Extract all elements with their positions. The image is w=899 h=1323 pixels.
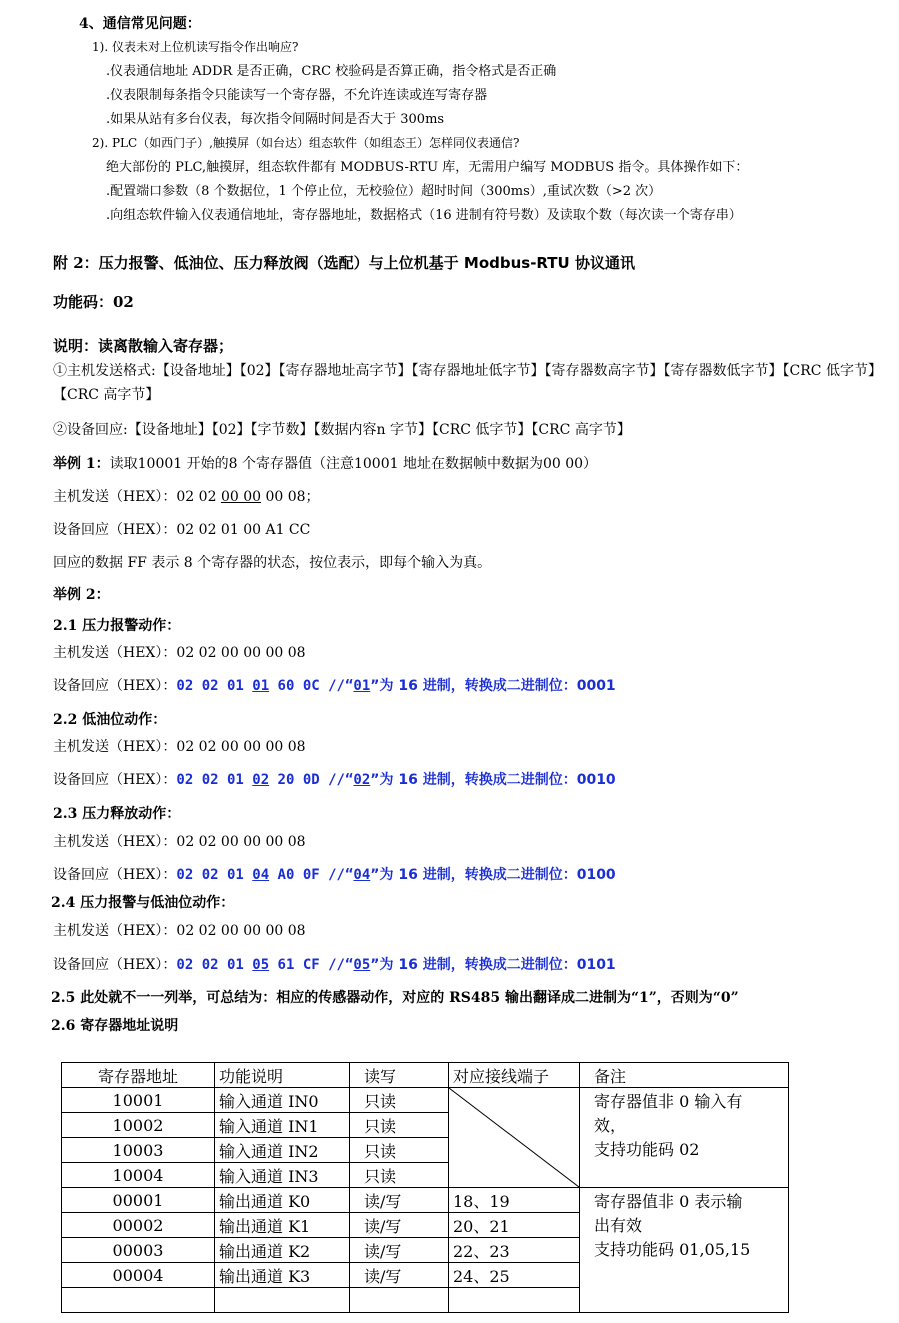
send-label: 主机发送（HEX）： bbox=[53, 645, 177, 661]
cell-address: 00001 bbox=[62, 1188, 215, 1213]
send-hex: 02 02 00 00 00 08 bbox=[176, 834, 306, 850]
note-output-line2: 出有效 bbox=[594, 1216, 643, 1235]
send-hex: 02 02 00 00 00 08 bbox=[176, 645, 306, 661]
faq-answer-1b: .仪表限制每条指令只能读写一个寄存器，不允许连读或连写寄存器 bbox=[106, 88, 488, 103]
send-label: 主机发送（HEX）： bbox=[53, 834, 177, 850]
case-title: 2.3 压力释放动作： bbox=[53, 806, 181, 822]
example-1-label: 举例 1： bbox=[53, 456, 110, 472]
reply-label: 设备回应（HEX）： bbox=[53, 867, 177, 883]
example-1-send-pre: 主机发送（HEX）：02 02 bbox=[53, 489, 221, 505]
cell-note-output bbox=[580, 1188, 789, 1313]
case-send bbox=[53, 924, 306, 938]
example-1 bbox=[53, 457, 597, 471]
cell-rw: 只读 bbox=[350, 1163, 449, 1188]
faq-answer-2a: .配置端口参数（8 个数据位，1 个停止位，无校验位）超时时间（300ms）,重试次数（>2 次） bbox=[106, 184, 662, 199]
cell-address: 10003 bbox=[62, 1138, 215, 1163]
note-input-line3: 支持功能码 02 bbox=[594, 1140, 700, 1159]
master-format-line2: 【CRC 高字节】 bbox=[53, 387, 160, 403]
register-table bbox=[61, 1062, 789, 1313]
cell-rw: 读/写 bbox=[350, 1213, 449, 1238]
send-label: 主机发送（HEX）： bbox=[53, 923, 177, 939]
master-format-line1: ①主机发送格式:【设备地址】【02】【寄存器地址高字节】【寄存器地址低字节】【寄存器数高字节】【寄存器数低字节】【CRC 低字节】 bbox=[53, 363, 882, 379]
header-note: 备注 bbox=[580, 1063, 789, 1088]
function-code: 功能码：02 bbox=[53, 293, 134, 311]
description: 说明：读离散输入寄存器； bbox=[53, 337, 234, 355]
case-send bbox=[53, 740, 306, 754]
example-1-send bbox=[53, 490, 320, 504]
cell-address: 10004 bbox=[62, 1163, 215, 1188]
reply-label: 设备回应（HEX）： bbox=[53, 772, 177, 788]
cell-address: 00003 bbox=[62, 1238, 215, 1263]
note-output-line3: 支持功能码 01,05,15 bbox=[594, 1240, 751, 1259]
faq-answer-1a: .仪表通信地址 ADDR 是否正确，CRC 校验码是否算正确，指令格式是否正确 bbox=[106, 64, 557, 79]
cell-note-input bbox=[580, 1088, 789, 1188]
cell-function: 输入通道 IN1 bbox=[215, 1113, 350, 1138]
example-2-label: 举例 2： bbox=[53, 587, 110, 603]
reply-hex: 02 02 01 01 60 0C //“01”为 16 进制，转换成二进制位：0001 bbox=[176, 678, 616, 694]
cell-address: 00004 bbox=[62, 1263, 215, 1288]
header-terminal: 对应接线端子 bbox=[449, 1063, 580, 1088]
cell-address: 00002 bbox=[62, 1213, 215, 1238]
table-title: 2.6 寄存器地址说明 bbox=[51, 1018, 179, 1034]
reply-label: 设备回应（HEX）： bbox=[53, 957, 177, 973]
cell-function: 输入通道 IN3 bbox=[215, 1163, 350, 1188]
case-title: 2.2 低油位动作： bbox=[53, 712, 167, 728]
cell-function: 输出通道 K0 bbox=[215, 1188, 350, 1213]
summary: 2.5 此处就不一一列举，可总结为：相应的传感器动作，对应的 RS485 输出翻译成二进制为“1”，否则为“0” bbox=[51, 990, 739, 1006]
cell-terminal: 18、19 bbox=[449, 1188, 580, 1213]
cell-rw: 读/写 bbox=[350, 1238, 449, 1263]
reply-label: 设备回应（HEX）： bbox=[53, 678, 177, 694]
appendix-title bbox=[53, 256, 635, 271]
example-1-send-address: 00 00 bbox=[220, 489, 262, 505]
example-1-text: 读取10001 开始的8 个寄存器值（注意10001 地址在数据帧中数据为00 00） bbox=[109, 456, 598, 472]
reply-hex: 02 02 01 05 61 CF //“05”为 16 进制，转换成二进制位：0101 bbox=[176, 957, 616, 973]
cell-empty bbox=[62, 1288, 215, 1313]
case-title: 2.4 压力报警与低油位动作： bbox=[51, 895, 235, 911]
appendix-title-pre: 附 2：压力报警、低油位、压力释放阀（选配）与上位机基于 bbox=[53, 254, 464, 272]
case-send bbox=[53, 646, 306, 660]
case-reply bbox=[53, 679, 616, 693]
table-row bbox=[62, 1088, 789, 1113]
example-1-reply: 设备回应（HEX）：02 02 01 00 A1 CC bbox=[53, 522, 311, 538]
section-title: 4、通信常见问题： bbox=[79, 16, 201, 32]
cell-terminal-empty bbox=[449, 1088, 580, 1188]
case-send bbox=[53, 835, 306, 849]
send-hex: 02 02 00 00 00 08 bbox=[176, 923, 306, 939]
cell-empty bbox=[350, 1288, 449, 1313]
cell-function: 输入通道 IN0 bbox=[215, 1088, 350, 1113]
case-reply bbox=[53, 868, 616, 882]
example-1-note: 回应的数据 FF 表示 8 个寄存器的状态，按位表示，即每个输入为真。 bbox=[53, 555, 492, 571]
cell-terminal: 22、23 bbox=[449, 1238, 580, 1263]
reply-format: ②设备回应:【设备地址】【02】【字节数】【数据内容n 字节】【CRC 低字节】【CRC 高字节】 bbox=[53, 422, 631, 438]
appendix-title-post: 协议通讯 bbox=[569, 254, 635, 272]
cell-terminal: 24、25 bbox=[449, 1263, 580, 1288]
faq-answer-1c: .如果从站有多台仪表，每次指令间隔时间是否大于 300ms bbox=[106, 112, 445, 127]
send-label: 主机发送（HEX）： bbox=[53, 739, 177, 755]
case-reply bbox=[53, 958, 616, 972]
cell-rw: 只读 bbox=[350, 1088, 449, 1113]
note-input-line1: 寄存器值非 0 输入有 bbox=[594, 1092, 743, 1111]
cell-terminal: 20、21 bbox=[449, 1213, 580, 1238]
cell-rw: 读/写 bbox=[350, 1263, 449, 1288]
reply-hex: 02 02 01 02 20 0D //“02”为 16 进制，转换成二进制位：0010 bbox=[176, 772, 616, 788]
faq-answer-2b: .向组态软件输入仪表通信地址，寄存器地址，数据格式（16 进制有符号数）及读取个数（每次读一个寄存串） bbox=[106, 208, 742, 223]
cell-empty bbox=[449, 1288, 580, 1313]
case-reply bbox=[53, 773, 616, 787]
cell-rw: 只读 bbox=[350, 1113, 449, 1138]
header-address: 寄存器地址 bbox=[62, 1063, 215, 1088]
faq-answer-2-intro: 绝大部份的 PLC,触摸屏，组态软件都有 MODBUS-RTU 库，无需用户编写 MODBUS 指令。具体操作如下： bbox=[106, 160, 749, 175]
reply-hex: 02 02 01 04 A0 0F //“04”为 16 进制，转换成二进制位：0100 bbox=[176, 867, 616, 883]
note-input-line2: 效， bbox=[594, 1116, 627, 1135]
cell-function: 输出通道 K1 bbox=[215, 1213, 350, 1238]
case-title: 2.1 压力报警动作： bbox=[53, 618, 181, 634]
header-rw: 读写 bbox=[350, 1063, 449, 1088]
appendix-title-protocol: Modbus-RTU bbox=[463, 254, 570, 272]
send-hex: 02 02 00 00 00 08 bbox=[176, 739, 306, 755]
diagonal-line bbox=[449, 1088, 579, 1187]
cell-rw: 读/写 bbox=[350, 1188, 449, 1213]
cell-rw: 只读 bbox=[350, 1138, 449, 1163]
table-header-row bbox=[62, 1063, 789, 1088]
cell-address: 10001 bbox=[62, 1088, 215, 1113]
cell-empty bbox=[215, 1288, 350, 1313]
cell-address: 10002 bbox=[62, 1113, 215, 1138]
example-1-send-post: 00 08； bbox=[261, 489, 320, 505]
header-function: 功能说明 bbox=[215, 1063, 350, 1088]
faq-question-1: 1). 仪表未对上位机读写指令作出响应? bbox=[92, 40, 299, 54]
cell-function: 输出通道 K3 bbox=[215, 1263, 350, 1288]
note-output-line1: 寄存器值非 0 表示输 bbox=[594, 1192, 743, 1211]
faq-question-2: 2). PLC（如西门子）,触摸屏（如台达）组态软件（如组态王）怎样同仪表通信? bbox=[92, 136, 520, 150]
cell-function: 输入通道 IN2 bbox=[215, 1138, 350, 1163]
cell-function: 输出通道 K2 bbox=[215, 1238, 350, 1263]
table-row bbox=[62, 1188, 789, 1213]
